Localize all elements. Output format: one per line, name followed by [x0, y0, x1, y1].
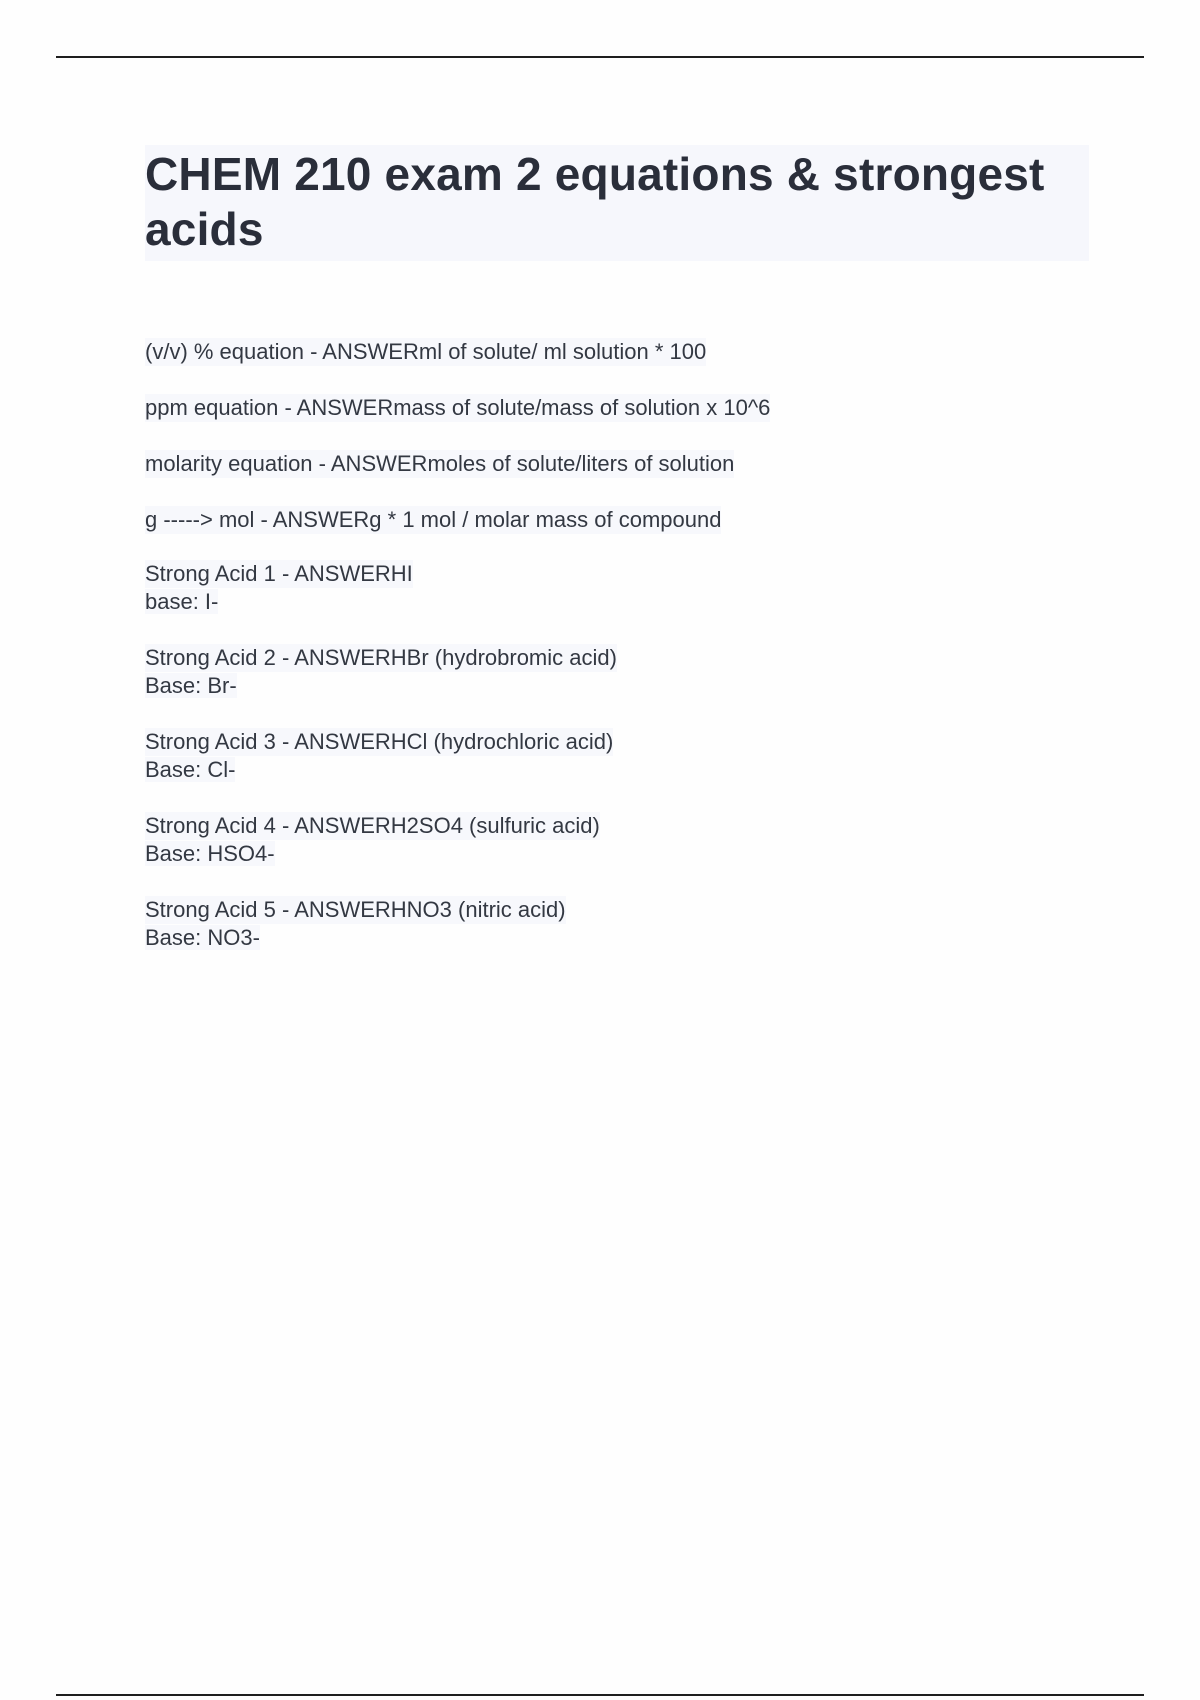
qa-question: (v/v) % equation — [145, 339, 304, 364]
qa-item — [145, 338, 1089, 366]
qa-question: molarity equation — [145, 451, 313, 476]
qa-item — [145, 506, 1089, 534]
qa-separator: - ANSWER — [312, 451, 428, 476]
qa-item — [145, 450, 1089, 478]
bottom-rule — [56, 1694, 1144, 1696]
page-title: CHEM 210 exam 2 equations & strongest acids — [145, 148, 1045, 255]
qa-answer: HI — [390, 561, 413, 586]
qa-item — [145, 644, 1089, 700]
title-block — [145, 145, 1089, 261]
qa-base: base: I- — [145, 589, 219, 614]
qa-base: Base: HSO4- — [145, 841, 275, 866]
qa-answer: HBr (hydrobromic acid) — [390, 645, 617, 670]
qa-item — [145, 560, 1089, 616]
qa-item — [145, 728, 1089, 784]
qa-item — [145, 394, 1089, 422]
qa-separator: - ANSWER — [275, 561, 391, 586]
qa-separator: - ANSWER — [254, 507, 370, 532]
qa-separator: - ANSWER — [278, 395, 394, 420]
qa-separator: - ANSWER — [275, 813, 391, 838]
qa-answer: g * 1 mol / molar mass of compound — [369, 507, 722, 532]
qa-question: Strong Acid 1 — [145, 561, 276, 586]
qa-question: Strong Acid 5 — [145, 897, 276, 922]
qa-separator: - ANSWER — [275, 645, 391, 670]
qa-answer: mass of solute/mass of solution x 10^6 — [393, 395, 771, 420]
qa-separator: - ANSWER — [275, 897, 391, 922]
qa-answer: HCl (hydrochloric acid) — [390, 729, 614, 754]
qa-question: Strong Acid 3 — [145, 729, 276, 754]
qa-list — [145, 338, 1089, 952]
qa-base: Base: NO3- — [145, 925, 260, 950]
qa-answer: HNO3 (nitric acid) — [390, 897, 566, 922]
qa-answer: H2SO4 (sulfuric acid) — [390, 813, 600, 838]
qa-separator: - ANSWER — [303, 339, 419, 364]
qa-question: Strong Acid 2 — [145, 645, 276, 670]
top-rule — [56, 56, 1144, 58]
qa-question: ppm equation — [145, 395, 279, 420]
qa-item — [145, 896, 1089, 952]
qa-separator: - ANSWER — [275, 729, 391, 754]
qa-base: Base: Cl- — [145, 757, 236, 782]
qa-answer: moles of solute/liters of solution — [427, 451, 735, 476]
qa-base: Base: Br- — [145, 673, 237, 698]
qa-question: g -----> mol — [145, 507, 255, 532]
qa-answer: ml of solute/ ml solution * 100 — [418, 339, 707, 364]
qa-item — [145, 812, 1089, 868]
qa-question: Strong Acid 4 — [145, 813, 276, 838]
